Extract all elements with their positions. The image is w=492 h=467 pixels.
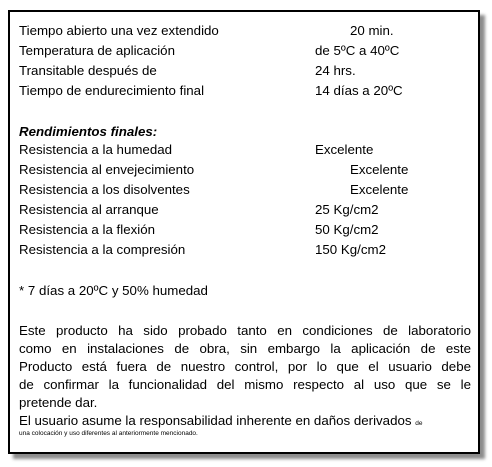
disclaimer-line-6 [19, 412, 422, 432]
perf-value-flexion: 50 Kg/cm2 [315, 222, 379, 237]
perf-label-aging: Resistencia al envejecimiento [19, 162, 195, 177]
perf-label-humidity: Resistencia a la humedad [19, 142, 173, 157]
spec-value-application-temperature: de 5ºC a 40ºC [315, 43, 400, 58]
perf-label-solvents: Resistencia a los disolventes [19, 182, 190, 197]
perf-value-pull-off: 25 Kg/cm2 [315, 202, 379, 217]
disclaimer-line-1: Este producto ha sido probado tanto en condiciones de laboratorio [19, 323, 471, 338]
technical-spec-box [8, 10, 480, 454]
disclaimer-line-4: de confirmar la funcionalidad del mismo respecto al uso que se le [19, 377, 471, 392]
disclaimer-line-2: como en instalaciones de obra, sin embargo la aplicación de este [19, 341, 471, 356]
spec-label-walkable-after: Transitable después de [19, 63, 157, 78]
perf-value-humidity: Excelente [315, 142, 374, 157]
perf-value-aging: Excelente [350, 162, 409, 177]
disclaimer-line-5: pretende dar. [19, 395, 98, 410]
perf-value-compression: 150 Kg/cm2 [315, 242, 386, 257]
spec-label-open-time: Tiempo abierto una vez extendido [19, 23, 219, 38]
perf-label-pull-off: Resistencia al arranque [19, 202, 159, 217]
spec-value-walkable-after: 24 hrs. [315, 63, 356, 78]
footnote: * 7 días a 20ºC y 50% humedad [19, 283, 208, 298]
rendimientos-heading: Rendimientos finales: [19, 124, 158, 139]
disclaimer-line-6-text: El usuario asume la responsabilidad inherente en daños derivados [19, 413, 412, 428]
spec-label-final-curing-time: Tiempo de endurecimiento final [19, 83, 205, 98]
perf-label-compression: Resistencia a la compresión [19, 242, 186, 257]
disclaimer-line-3: Producto está fuera de nuestro control, por lo que el usuario debe [19, 359, 471, 374]
perf-label-flexion: Resistencia a la flexión [19, 222, 155, 237]
disclaimer-tail: una colocación y uso diferentes al anteriormente mencionado. [19, 430, 198, 437]
spec-value-final-curing-time: 14 días a 20ºC [315, 83, 403, 98]
spec-value-open-time: 20 min. [350, 23, 394, 38]
disclaimer-line-6-small: de [415, 420, 423, 427]
spec-label-application-temperature: Temperatura de aplicación [19, 43, 175, 58]
perf-value-solvents: Excelente [350, 182, 409, 197]
